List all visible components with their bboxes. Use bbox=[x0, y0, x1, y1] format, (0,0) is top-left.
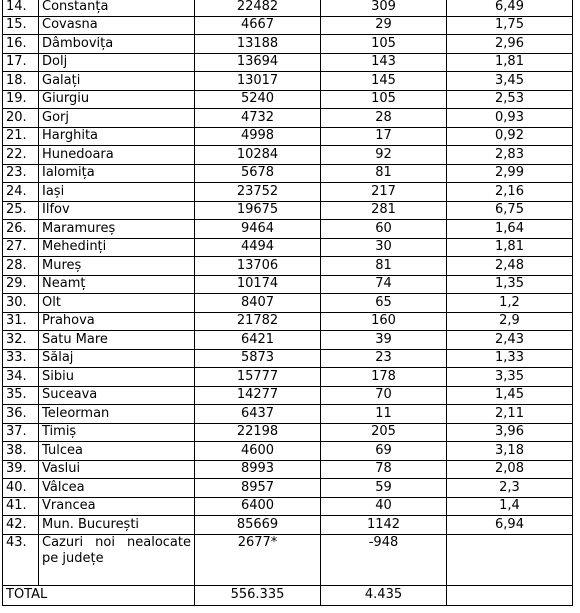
cell-new: 23 bbox=[321, 349, 447, 368]
cell-cases: 23752 bbox=[195, 183, 321, 202]
cell-county: Neamț bbox=[39, 275, 195, 294]
cell-new: 65 bbox=[321, 294, 447, 313]
cell-new: 309 bbox=[321, 0, 447, 16]
cell-rate: 2,53 bbox=[447, 90, 573, 109]
cell-county: Vaslui bbox=[39, 460, 195, 479]
cell-county: Vâlcea bbox=[39, 479, 195, 498]
cell-new: 281 bbox=[321, 201, 447, 220]
cell-index: 17. bbox=[3, 53, 39, 72]
cell-rate: 1,75 bbox=[447, 16, 573, 35]
cell-new: 205 bbox=[321, 423, 447, 442]
cell-rate: 2,9 bbox=[447, 312, 573, 331]
cell-index: 42. bbox=[3, 516, 39, 535]
table-row bbox=[3, 53, 573, 72]
table-row bbox=[3, 201, 573, 220]
cell-new: 40 bbox=[321, 497, 447, 516]
cell-county: Teleorman bbox=[39, 405, 195, 424]
table-row bbox=[3, 90, 573, 109]
table-row bbox=[3, 220, 573, 239]
cell-cases: 21782 bbox=[195, 312, 321, 331]
cell-rate: 2,43 bbox=[447, 331, 573, 350]
cell-new: 28 bbox=[321, 109, 447, 128]
table-body bbox=[3, 0, 573, 605]
cell-index: 31. bbox=[3, 312, 39, 331]
cell-cases: 13017 bbox=[195, 72, 321, 91]
table-row bbox=[3, 183, 573, 202]
cell-cases: 8993 bbox=[195, 460, 321, 479]
cell-county: Sălaj bbox=[39, 349, 195, 368]
cell-county: Suceava bbox=[39, 386, 195, 405]
cell-index: 32. bbox=[3, 331, 39, 350]
cell-new: 74 bbox=[321, 275, 447, 294]
cell-total-label: TOTAL bbox=[3, 585, 195, 605]
cell-index: 37. bbox=[3, 423, 39, 442]
cell-rate: 2,96 bbox=[447, 35, 573, 54]
table-row bbox=[3, 0, 573, 16]
cell-rate: 1,45 bbox=[447, 386, 573, 405]
cell-index: 27. bbox=[3, 238, 39, 257]
table-row bbox=[3, 146, 573, 165]
table-row bbox=[3, 294, 573, 313]
cell-county: Hunedoara bbox=[39, 146, 195, 165]
cell-cases: 13694 bbox=[195, 53, 321, 72]
cell-county: Mureș bbox=[39, 257, 195, 276]
cell-index: 20. bbox=[3, 109, 39, 128]
cell-county: Galați bbox=[39, 72, 195, 91]
cell-county: Mehedinți bbox=[39, 238, 195, 257]
cell-county: Timiș bbox=[39, 423, 195, 442]
cell-total-rate bbox=[447, 585, 573, 605]
cell-rate: 1,35 bbox=[447, 275, 573, 294]
cell-county: Dâmbovița bbox=[39, 35, 195, 54]
cell-cases: 4600 bbox=[195, 442, 321, 461]
cell-rate: 3,96 bbox=[447, 423, 573, 442]
cell-index: 23. bbox=[3, 164, 39, 183]
cell-cases: 2677* bbox=[195, 534, 321, 585]
cell-county: Tulcea bbox=[39, 442, 195, 461]
cell-index: 40. bbox=[3, 479, 39, 498]
cell-rate: 3,18 bbox=[447, 442, 573, 461]
cell-new: 11 bbox=[321, 405, 447, 424]
cell-index: 25. bbox=[3, 201, 39, 220]
table-row bbox=[3, 423, 573, 442]
cell-rate: 6,94 bbox=[447, 516, 573, 535]
cell-new: 105 bbox=[321, 90, 447, 109]
cell-county: Vrancea bbox=[39, 497, 195, 516]
cell-cases: 10174 bbox=[195, 275, 321, 294]
cell-cases: 10284 bbox=[195, 146, 321, 165]
cell-county: Iași bbox=[39, 183, 195, 202]
cell-county: Harghita bbox=[39, 127, 195, 146]
cell-cases: 6421 bbox=[195, 331, 321, 350]
cell-new: 17 bbox=[321, 127, 447, 146]
cell-index: 14. bbox=[3, 0, 39, 16]
cell-county: Giurgiu bbox=[39, 90, 195, 109]
cell-cases: 19675 bbox=[195, 201, 321, 220]
cell-new: 145 bbox=[321, 72, 447, 91]
cell-index: 43. bbox=[3, 534, 39, 585]
cell-index: 33. bbox=[3, 349, 39, 368]
cell-new: 105 bbox=[321, 35, 447, 54]
cell-county: Cazuri noi nealocate pe județe bbox=[39, 534, 195, 585]
cell-county: Olt bbox=[39, 294, 195, 313]
cell-rate: 1,64 bbox=[447, 220, 573, 239]
cell-rate: 0,93 bbox=[447, 109, 573, 128]
county-cases-table bbox=[2, 0, 573, 606]
cell-total-cases: 556.335 bbox=[195, 585, 321, 605]
cell-index: 30. bbox=[3, 294, 39, 313]
cell-total-new: 4.435 bbox=[321, 585, 447, 605]
table-row bbox=[3, 257, 573, 276]
cell-index: 18. bbox=[3, 72, 39, 91]
table-row bbox=[3, 109, 573, 128]
cell-rate: 3,45 bbox=[447, 72, 573, 91]
cell-new: 60 bbox=[321, 220, 447, 239]
cell-cases: 22198 bbox=[195, 423, 321, 442]
cell-index: 15. bbox=[3, 16, 39, 35]
table-row bbox=[3, 331, 573, 350]
cell-index: 34. bbox=[3, 368, 39, 387]
cell-rate: 2,16 bbox=[447, 183, 573, 202]
cell-county: Covasna bbox=[39, 16, 195, 35]
cell-county: Satu Mare bbox=[39, 331, 195, 350]
cell-new: 178 bbox=[321, 368, 447, 387]
table-row bbox=[3, 16, 573, 35]
cell-index: 22. bbox=[3, 146, 39, 165]
cell-rate: 1,81 bbox=[447, 238, 573, 257]
cell-index: 41. bbox=[3, 497, 39, 516]
cell-new: 59 bbox=[321, 479, 447, 498]
cell-cases: 13706 bbox=[195, 257, 321, 276]
cell-cases: 9464 bbox=[195, 220, 321, 239]
table-row bbox=[3, 405, 573, 424]
cell-cases: 15777 bbox=[195, 368, 321, 387]
table-row bbox=[3, 72, 573, 91]
cell-cases: 6400 bbox=[195, 497, 321, 516]
cell-cases: 5240 bbox=[195, 90, 321, 109]
cell-rate: 1,33 bbox=[447, 349, 573, 368]
cell-cases: 8407 bbox=[195, 294, 321, 313]
cell-index: 39. bbox=[3, 460, 39, 479]
cell-new: 143 bbox=[321, 53, 447, 72]
cell-rate: 6,49 bbox=[447, 0, 573, 16]
cell-new: 29 bbox=[321, 16, 447, 35]
cell-rate bbox=[447, 534, 573, 585]
cell-cases: 4998 bbox=[195, 127, 321, 146]
table-row bbox=[3, 460, 573, 479]
cell-county: Ialomița bbox=[39, 164, 195, 183]
cell-index: 28. bbox=[3, 257, 39, 276]
cell-new: 78 bbox=[321, 460, 447, 479]
cell-rate: 2,11 bbox=[447, 405, 573, 424]
table-row bbox=[3, 516, 573, 535]
cell-county: Ilfov bbox=[39, 201, 195, 220]
table-row bbox=[3, 275, 573, 294]
cell-index: 24. bbox=[3, 183, 39, 202]
cell-cases: 4732 bbox=[195, 109, 321, 128]
cell-rate: 2,83 bbox=[447, 146, 573, 165]
table-row bbox=[3, 442, 573, 461]
cell-new: 92 bbox=[321, 146, 447, 165]
cell-cases: 4494 bbox=[195, 238, 321, 257]
cell-rate: 2,99 bbox=[447, 164, 573, 183]
cell-cases: 14277 bbox=[195, 386, 321, 405]
table-row bbox=[3, 127, 573, 146]
table-row bbox=[3, 497, 573, 516]
cell-rate: 1,2 bbox=[447, 294, 573, 313]
table-row bbox=[3, 35, 573, 54]
cell-cases: 85669 bbox=[195, 516, 321, 535]
table-row bbox=[3, 349, 573, 368]
cell-rate: 3,35 bbox=[447, 368, 573, 387]
cell-rate: 6,75 bbox=[447, 201, 573, 220]
cell-index: 19. bbox=[3, 90, 39, 109]
cell-index: 38. bbox=[3, 442, 39, 461]
cell-cases: 8957 bbox=[195, 479, 321, 498]
cell-cases: 5678 bbox=[195, 164, 321, 183]
cell-cases: 5873 bbox=[195, 349, 321, 368]
cell-rate: 0,92 bbox=[447, 127, 573, 146]
cell-county: Constanța bbox=[39, 0, 195, 16]
cell-new: 69 bbox=[321, 442, 447, 461]
table-row bbox=[3, 386, 573, 405]
cell-new: 160 bbox=[321, 312, 447, 331]
cell-rate: 2,3 bbox=[447, 479, 573, 498]
cell-index: 29. bbox=[3, 275, 39, 294]
cell-county: Gorj bbox=[39, 109, 195, 128]
cell-new: 1142 bbox=[321, 516, 447, 535]
cell-new: 70 bbox=[321, 386, 447, 405]
cell-new: 81 bbox=[321, 257, 447, 276]
cell-new: 30 bbox=[321, 238, 447, 257]
cell-county: Dolj bbox=[39, 53, 195, 72]
cell-cases: 6437 bbox=[195, 405, 321, 424]
cell-rate: 1,4 bbox=[447, 497, 573, 516]
table-row bbox=[3, 312, 573, 331]
table-row-unallocated bbox=[3, 534, 573, 585]
cell-cases: 4667 bbox=[195, 16, 321, 35]
cell-cases: 13188 bbox=[195, 35, 321, 54]
cell-county: Mun. București bbox=[39, 516, 195, 535]
table-row bbox=[3, 238, 573, 257]
cell-index: 36. bbox=[3, 405, 39, 424]
cell-new: 81 bbox=[321, 164, 447, 183]
table-row bbox=[3, 368, 573, 387]
cell-index: 26. bbox=[3, 220, 39, 239]
cell-rate: 2,08 bbox=[447, 460, 573, 479]
table-row-total bbox=[3, 585, 573, 605]
cell-index: 21. bbox=[3, 127, 39, 146]
cell-new: 39 bbox=[321, 331, 447, 350]
cell-county: Maramureș bbox=[39, 220, 195, 239]
cell-index: 16. bbox=[3, 35, 39, 54]
cell-rate: 2,48 bbox=[447, 257, 573, 276]
cell-index: 35. bbox=[3, 386, 39, 405]
cell-new: 217 bbox=[321, 183, 447, 202]
cell-rate: 1,81 bbox=[447, 53, 573, 72]
cell-cases: 22482 bbox=[195, 0, 321, 16]
cell-new: -948 bbox=[321, 534, 447, 585]
cell-county: Prahova bbox=[39, 312, 195, 331]
cell-county: Sibiu bbox=[39, 368, 195, 387]
table-row bbox=[3, 164, 573, 183]
table-row bbox=[3, 479, 573, 498]
